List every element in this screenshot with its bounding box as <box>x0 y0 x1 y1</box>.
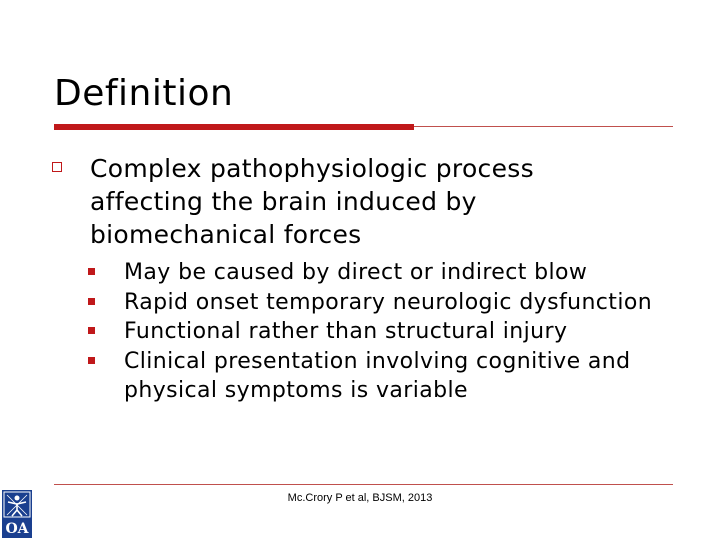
filled-square-bullet-icon <box>88 327 95 334</box>
sub-bullet-item <box>88 258 678 288</box>
sub-bullet-item <box>88 317 678 347</box>
sub-bullet-text: May be caused by direct or indirect blow <box>124 260 588 285</box>
sub-bullet-list <box>88 258 678 406</box>
footer-divider <box>54 484 673 485</box>
sub-bullet-item <box>88 288 678 318</box>
title-divider-accent <box>54 124 414 130</box>
main-bullet-text: Complex pathophysiologic process affecting the brain induced by biomechanical forces <box>90 154 534 249</box>
filled-square-bullet-icon <box>88 357 95 364</box>
filled-square-bullet-icon <box>88 268 95 275</box>
logo-text: OA <box>5 521 29 537</box>
hollow-square-bullet-icon <box>52 162 62 172</box>
sub-bullet-text: Rapid onset temporary neurologic dysfunction <box>124 289 653 315</box>
filled-square-bullet-icon <box>88 298 95 305</box>
sub-bullet-text: Clinical presentation involving cognitive and physical symptoms is variable <box>124 348 631 403</box>
slide-title: Definition <box>54 73 234 114</box>
oa-logo-icon <box>2 490 32 538</box>
sub-bullet-text: Functional rather than structural injury <box>124 319 568 344</box>
citation: Mc.Crory P et al, BJSM, 2013 <box>287 492 433 504</box>
sub-bullet-item <box>88 347 678 406</box>
